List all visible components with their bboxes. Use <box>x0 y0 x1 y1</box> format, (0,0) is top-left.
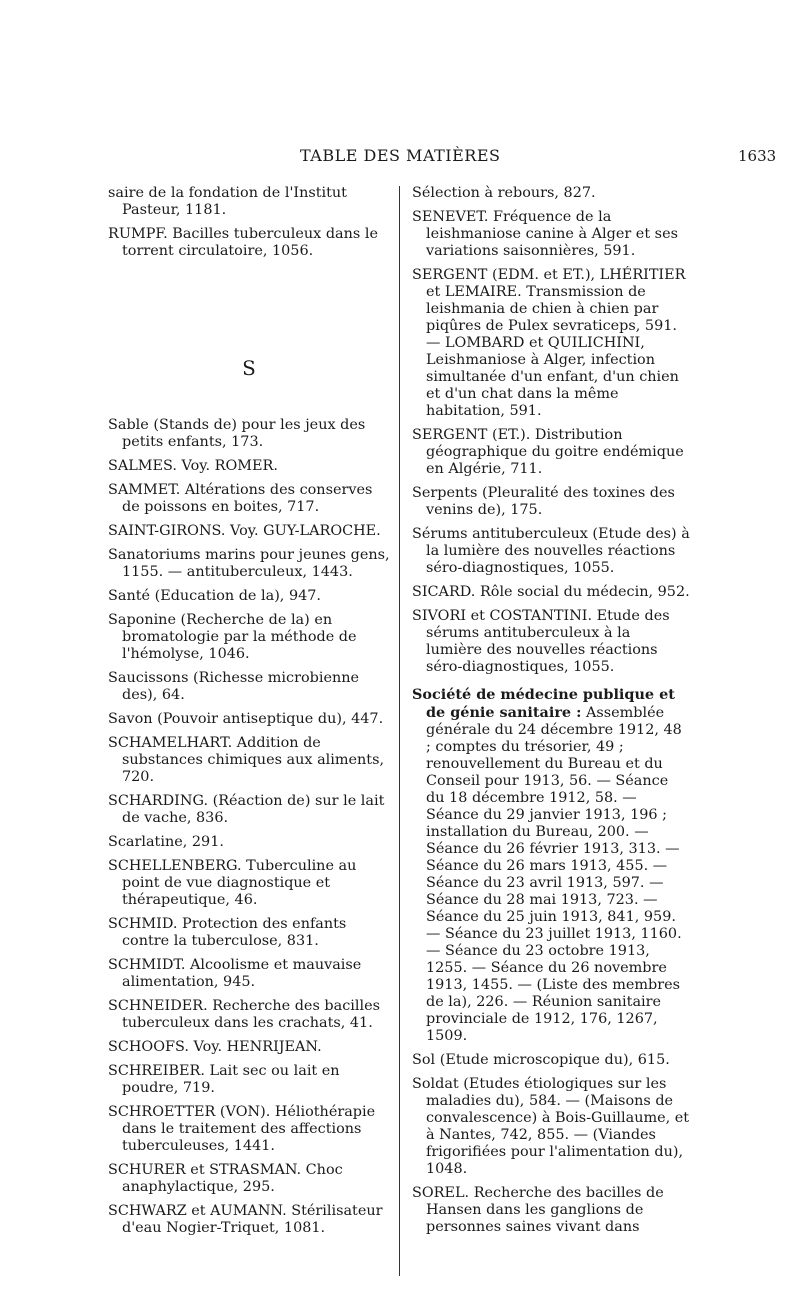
page-header-title: TABLE DES MATIÈRES <box>300 146 501 165</box>
societe-body: Assemblée générale du 24 décembre 1912, 48 ; comptes du trésorier, 49 ; renouvellement du Bureau et du Conseil pour 1913, 56. — Séance du 18 décembre 1912, 58. — Séance du 29 janvier 1913, 196 ; installation du Bureau, 200. — Séance du 26 février 1913, 313. — Séance du 26 mars 1913, 455. — Séance du 23 avril 1913, 597. — Séance du 28 mai 1913, 723. — Séance du 25 juin 1913, 841, 959. — Séance du 23 juillet 1913, 1160. — Séance du 23 octobre 1913, 1255. — Séance du 26 novembre 1913, 1455. — (Liste des membres de la), 226. — Réunion sanitaire provinciale de 1912, 176, 1267, 1509. <box>426 705 682 1044</box>
index-entry: Soldat (Etudes étiologiques sur les maladies du), 584. — (Maisons de convalescence) à Bois-Guillaume, et à Nantes, 742, 855. — (Viandes frigorifiées pour l'alimentation du), 1048. <box>412 1076 690 1177</box>
left-column <box>108 185 390 1244</box>
index-entry: SCHROETTER (VON). Héliothérapie dans le traitement des affections tuberculeuses, 1441. <box>108 1104 376 1154</box>
index-entry: SCHELLENBERG. Tuberculine au point de vue diagnostique et thérapeutique, 46. <box>108 858 357 908</box>
index-entry: Scarlatine, 291. <box>108 834 224 850</box>
index-entry: SERGENT (EDM. et ET.), LHÉRITIER et LEMAIRE. Transmission de leishmania de chien à chien par piqûres de Pulex sevraticeps, 591. — LOMBARD et QUILICHINI, Leishmaniose à Alger, infection simultanée d'un enfant, d'un chien et d'un chat dans la même habitation, 591. <box>412 267 686 419</box>
index-entry: Sable (Stands de) pour les jeux des petits enfants, 173. <box>108 417 366 450</box>
index-entry: Sol (Etude microscopique du), 615. <box>412 1052 670 1068</box>
continuation-line: saire de la fondation de l'Institut <box>108 185 347 201</box>
index-entry: SCHWARZ et AUMANN. Stérilisateur d'eau Nogier-Triquet, 1081. <box>108 1203 383 1236</box>
index-entry: SOREL. Recherche des bacilles de Hansen dans les ganglions de personnes saines vivant dans <box>412 1185 664 1235</box>
index-entry: SALMES. Voy. ROMER. <box>108 458 278 474</box>
index-entry: SCHAMELHART. Addition de substances chimiques aux aliments, 720. <box>108 735 385 785</box>
index-entry: SCHMID. Protection des enfants contre la tuberculose, 831. <box>108 916 347 949</box>
index-entry: Serpents (Pleuralité des toxines des venins de), 175. <box>412 485 675 518</box>
index-entry: SENEVET. Fréquence de la leishmaniose canine à Alger et ses variations saisonnières, 591. <box>412 209 678 259</box>
index-entry: SCHNEIDER. Recherche des bacilles tuberculeux dans les crachats, 41. <box>108 998 380 1031</box>
societe-title: Société de médecine publique et de génie sanitaire : <box>412 686 675 721</box>
right-column <box>412 185 690 1243</box>
index-entry: Sélection à rebours, 827. <box>412 185 596 201</box>
section-letter: S <box>242 356 256 380</box>
index-entry: Saucissons (Richesse microbienne des), 64. <box>108 670 360 703</box>
index-entry: SCHMIDT. Alcoolisme et mauvaise alimentation, 945. <box>108 957 362 990</box>
column-divider <box>399 186 400 1276</box>
societe-entry <box>412 686 690 1045</box>
index-entry: Savon (Pouvoir antiseptique du), 447. <box>108 711 384 727</box>
index-entry: RUMPF. Bacilles tuberculeux dans le torrent circulatoire, 1056. <box>108 226 378 259</box>
index-entry: SIVORI et COSTANTINI. Etude des sérums antituberculeux à la lumière des nouvelles réactions séro-diagnostiques, 1055. <box>412 608 670 675</box>
index-entry: Saponine (Recherche de la) en bromatologie par la méthode de l'hémolyse, 1046. <box>108 612 357 662</box>
index-entry: SICARD. Rôle social du médecin, 952. <box>412 584 690 600</box>
index-entry: SERGENT (ET.). Distribution géographique du goitre endémique en Algérie, 711. <box>412 427 684 477</box>
index-entry: SCHARDING. (Réaction de) sur le lait de vache, 836. <box>108 793 385 826</box>
index-entry: SCHREIBER. Lait sec ou lait en poudre, 719. <box>108 1063 340 1096</box>
page-number: 1633 <box>738 147 777 165</box>
index-entry: SCHOOFS. Voy. HENRIJEAN. <box>108 1039 322 1055</box>
index-entry: SAINT-GIRONS. Voy. GUY-LAROCHE. <box>108 523 381 539</box>
index-entry: Sanatoriums marins pour jeunes gens, 1155. — antituberculeux, 1443. <box>108 547 390 580</box>
index-entry: Sérums antituberculeux (Etude des) à la lumière des nouvelles réactions séro-diagnostiques, 1055. <box>412 526 690 576</box>
index-entry: SCHURER et STRASMAN. Choc anaphylactique, 295. <box>108 1162 343 1195</box>
continuation-line: Pasteur, 1181. <box>122 202 227 218</box>
index-entry: SAMMET. Altérations des conserves de poissons en boites, 717. <box>108 482 373 515</box>
index-entry: Santé (Education de la), 947. <box>108 588 321 604</box>
